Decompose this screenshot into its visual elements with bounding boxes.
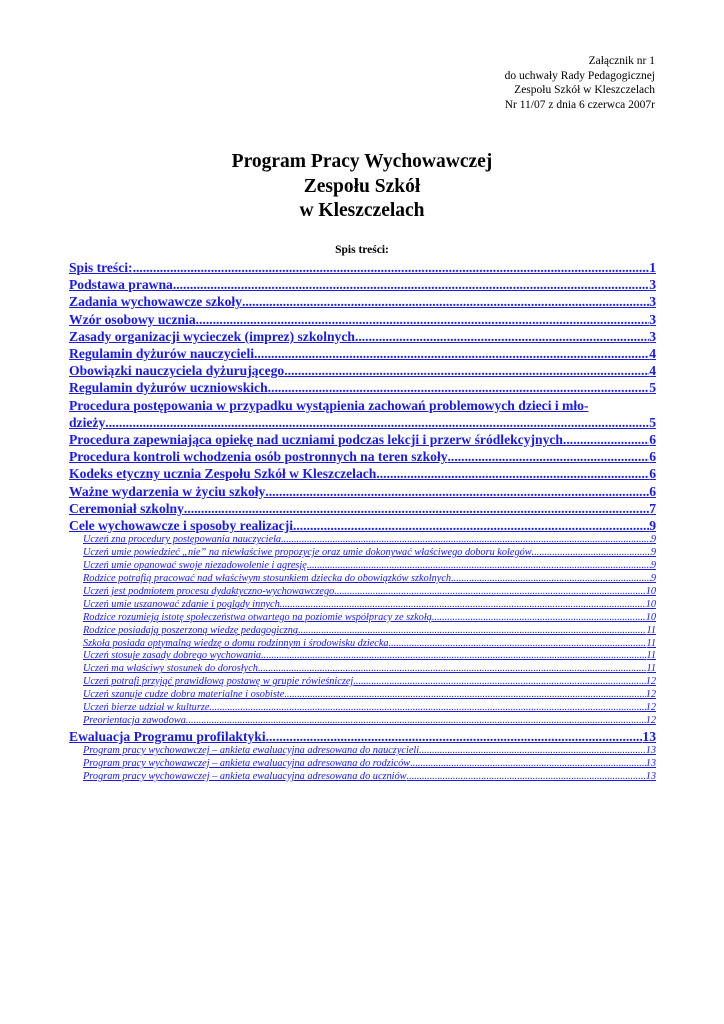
toc-entry-title: Uczeń szanuje cudze dobra materialne i osobiste	[83, 689, 285, 701]
toc-leader-dots	[254, 345, 649, 362]
toc-entry[interactable]	[69, 599, 656, 612]
toc-entry[interactable]	[69, 625, 656, 638]
toc-entry-page: 1	[649, 260, 656, 275]
toc-entry-page: 11	[646, 637, 656, 649]
toc-entry-title: Uczeń jest podmiotem procesu dydaktyczno-wychowawczego	[83, 585, 335, 597]
toc-entry-continuation	[69, 414, 656, 431]
toc-entry-title: Uczeń potrafi przyjąć prawidłową postawę w grupie rówieśniczej	[83, 676, 354, 688]
toc-entry[interactable]	[69, 573, 656, 586]
toc-entry[interactable]	[69, 586, 656, 599]
toc-entry-page: 3	[649, 294, 656, 310]
toc-entry-page: 3	[649, 277, 656, 293]
toc-entry[interactable]	[69, 379, 656, 396]
toc-leader-dots	[284, 362, 649, 379]
toc-entry-page: 10	[645, 598, 656, 610]
toc-entry[interactable]	[69, 560, 656, 573]
toc-entry-title: Obowiązki nauczyciela dyżurującego	[69, 363, 285, 379]
toc-entry-title: Zasady organizacji wycieczek (imprez) szkolnych	[69, 328, 355, 344]
toc-entry-page: 11	[646, 624, 656, 636]
toc-entry-page: 9	[650, 572, 656, 584]
toc-entry-title-cont: dzieży	[69, 414, 106, 430]
toc-entry[interactable]	[69, 715, 656, 728]
toc-entry-page: 9	[650, 547, 656, 559]
toc-leader-dots	[566, 431, 649, 448]
toc-leader-dots	[261, 650, 646, 663]
toc-leader-dots	[265, 483, 649, 500]
toc-leader-dots	[280, 599, 646, 612]
toc-leader-dots	[268, 379, 650, 396]
toc-leader-dots	[266, 728, 643, 745]
toc-entry-page: 13	[645, 757, 656, 769]
toc-entry-title: Uczeń ma właściwy stosunek do dorosłych	[83, 663, 258, 675]
toc-entry-title: Program pracy wychowawczej – ankieta ewaluacyjna adresowana do rodziców	[83, 757, 411, 769]
toc-entry-page: 13	[645, 770, 656, 782]
title-line-3: w Kleszczelach	[299, 200, 425, 221]
toc-entry-title: Uczeń umie powiedzieć „nie” na niewłaściwe propozycje oraz umie dokonywać właściwego doboru kolegów	[83, 547, 532, 559]
toc-leader-dots	[389, 638, 647, 651]
toc-entry[interactable]	[69, 328, 656, 345]
toc-entry-title: Uczeń umie uszanować zdanie i poglądy innych	[83, 598, 280, 610]
toc-entry-page: 12	[645, 714, 656, 726]
toc-entry-page: 7	[649, 500, 656, 516]
toc-entry[interactable]	[69, 771, 656, 784]
toc-entry-title: Program pracy wychowawczej – ankieta ewaluacyjna adresowana do uczniów	[83, 770, 407, 782]
toc-entry[interactable]	[69, 431, 656, 448]
toc-leader-dots	[133, 259, 650, 276]
toc-entry[interactable]	[69, 362, 656, 379]
toc-entry-title: Uczeń zna procedury postępowania nauczyciela	[83, 534, 282, 546]
toc-entry-title: Procedura kontroli wchodzenia osób postronnych na teren szkoły	[69, 449, 448, 465]
toc-entry-title: Uczeń stosuje zasady dobrego wychowania	[83, 650, 262, 662]
toc-entry[interactable]	[69, 345, 656, 362]
toc-entry-title: Regulamin dyżurów uczniowskich	[69, 380, 268, 396]
toc-entry-title: Ewaluacja Programu profilaktyki	[69, 728, 266, 744]
toc-entry-title: Procedura postępowania w przypadku wystąpienia zachowań problemowych dzieci i mło-	[69, 397, 589, 413]
toc-leader-dots	[242, 293, 649, 310]
toc-entry-page: 12	[645, 689, 656, 701]
toc-entry[interactable]	[69, 689, 656, 702]
toc-entry[interactable]	[69, 534, 656, 547]
toc-entry[interactable]	[69, 758, 656, 771]
toc-entry-page: 12	[645, 702, 656, 714]
toc-leader-dots	[419, 745, 646, 758]
toc-leader-dots	[451, 573, 651, 586]
toc-entry[interactable]	[69, 676, 656, 689]
toc-entry-title: Zadania wychowawcze szkoły	[69, 294, 242, 310]
toc-entry[interactable]	[69, 728, 656, 745]
toc-entry[interactable]	[69, 397, 656, 431]
toc-entry[interactable]	[69, 293, 656, 310]
toc-entry-title: Procedura zapewniająca opiekę nad uczniami podczas lekcji i przerw śródlekcyjnych.	[69, 432, 567, 448]
annex-header	[395, 54, 655, 112]
toc-leader-dots	[532, 547, 651, 560]
toc-leader-dots	[376, 465, 649, 482]
toc-entry-title: Wzór osobowy ucznia	[69, 311, 196, 327]
toc-entry[interactable]	[69, 517, 656, 534]
table-of-contents	[69, 259, 656, 784]
toc-leader-dots	[432, 612, 646, 625]
toc-entry-page: 3	[649, 328, 656, 344]
toc-entry-title: Ceremoniał szkolny	[69, 500, 184, 516]
toc-leader-dots	[284, 689, 645, 702]
toc-entry-title: Uczeń umie opanować swoje niezadowolenie i agresję.	[83, 560, 310, 572]
annex-line-3: Zespołu Szkół w Kleszczelach	[514, 84, 655, 97]
toc-entry[interactable]	[69, 702, 656, 715]
toc-entry-title: Podstawa prawna	[69, 277, 173, 293]
toc-entry[interactable]	[69, 259, 656, 276]
title-line-1: Program Pracy Wychowawczej	[231, 151, 493, 172]
toc-entry[interactable]	[69, 311, 656, 328]
toc-entry-title: Preorientacja zawodowa	[83, 714, 186, 726]
toc-leader-dots	[448, 448, 650, 465]
toc-entry[interactable]	[69, 465, 656, 482]
toc-entry[interactable]	[69, 650, 656, 663]
toc-entry-page: 4	[649, 363, 656, 379]
title-line-2: Zespołu Szkół	[303, 175, 421, 197]
toc-leader-dots	[173, 276, 649, 293]
toc-entry-page: 6	[649, 432, 656, 448]
toc-entry-title: Szkoła posiada optymalną wiedzę o domu rodzinnym i środowisku dziecka	[83, 637, 389, 649]
toc-leader-dots	[186, 715, 646, 728]
toc-leader-dots	[184, 500, 649, 517]
toc-leader-dots	[281, 534, 651, 547]
toc-leader-dots	[410, 758, 646, 771]
toc-entry[interactable]	[69, 745, 656, 758]
toc-entry-page: 10	[645, 611, 656, 623]
toc-entry-page: 12	[645, 676, 656, 688]
toc-leader-dots	[407, 771, 646, 784]
annex-line-1: Załącznik nr 1	[588, 55, 655, 67]
toc-entry-title: Cele wychowawcze i sposoby realizacji	[69, 518, 293, 534]
toc-entry-page: 6	[649, 483, 656, 499]
toc-entry-page: 10	[645, 585, 656, 597]
annex-line-2: do uchwały Rady Pedagogicznej	[504, 69, 655, 82]
toc-entry[interactable]	[69, 663, 656, 676]
toc-leader-dots	[309, 560, 650, 573]
toc-entry[interactable]	[69, 547, 656, 560]
toc-leader-dots	[293, 517, 649, 534]
toc-entry-title: Kodeks etyczny ucznia Zespołu Szkół w Kleszczelach	[69, 466, 377, 482]
toc-entry-page: 13	[645, 745, 656, 757]
toc-entry-title: Program pracy wychowawczej – ankieta ewaluacyjna adresowana do nauczycieli	[83, 745, 420, 757]
toc-entry-page: 9	[650, 534, 656, 546]
toc-leader-dots	[258, 663, 647, 676]
toc-entry[interactable]	[69, 448, 656, 465]
toc-entry[interactable]	[69, 638, 656, 651]
toc-entry-page: 11	[646, 650, 656, 662]
toc-entry-page: 6	[649, 466, 656, 482]
toc-heading: Spis treści:	[335, 244, 389, 256]
toc-leader-dots	[209, 702, 645, 715]
toc-entry-page: 6	[649, 449, 656, 465]
toc-entry-page: 5	[649, 414, 656, 430]
toc-entry[interactable]	[69, 612, 656, 625]
toc-entry[interactable]	[69, 483, 656, 500]
annex-line-4: Nr 11/07 z dnia 6 czerwca 2007r	[504, 98, 655, 111]
toc-entry-title: Uczeń bierze udział w kulturze	[83, 702, 210, 714]
toc-entry-title: Rodzice posiadają poszerzoną wiedzę pedagogiczną	[83, 624, 299, 636]
toc-entry-page: 4	[649, 346, 656, 362]
toc-entry-title: Spis treści:	[69, 260, 133, 275]
toc-entry-title: Ważne wydarzenia w życiu szkoły	[69, 483, 266, 499]
toc-leader-dots	[105, 414, 649, 431]
toc-entry[interactable]	[69, 500, 656, 517]
document-title	[0, 150, 724, 224]
toc-entry-page: 11	[646, 663, 656, 675]
toc-entry-title: Rodzice rozumieją istotę społeczeństwa otwartego na poziomie współpracy ze szkołą	[83, 611, 432, 623]
toc-leader-dots	[334, 586, 645, 599]
toc-leader-dots	[298, 625, 646, 638]
toc-entry-page: 13	[642, 728, 656, 744]
toc-entry-title: Regulamin dyżurów nauczycieli	[69, 346, 255, 362]
toc-entry[interactable]	[69, 276, 656, 293]
toc-entry-page: 3	[649, 311, 656, 327]
toc-leader-dots	[353, 676, 645, 689]
toc-entry-page: 9	[649, 518, 656, 534]
toc-entry-title: Rodzice potrafią pracować nad właściwym stosunkiem dziecka do obowiązków szkolnych	[83, 572, 452, 584]
toc-entry-page: 5	[649, 380, 656, 396]
toc-leader-dots	[196, 311, 650, 328]
toc-entry-page: 9	[650, 560, 656, 572]
toc-leader-dots	[355, 328, 649, 345]
